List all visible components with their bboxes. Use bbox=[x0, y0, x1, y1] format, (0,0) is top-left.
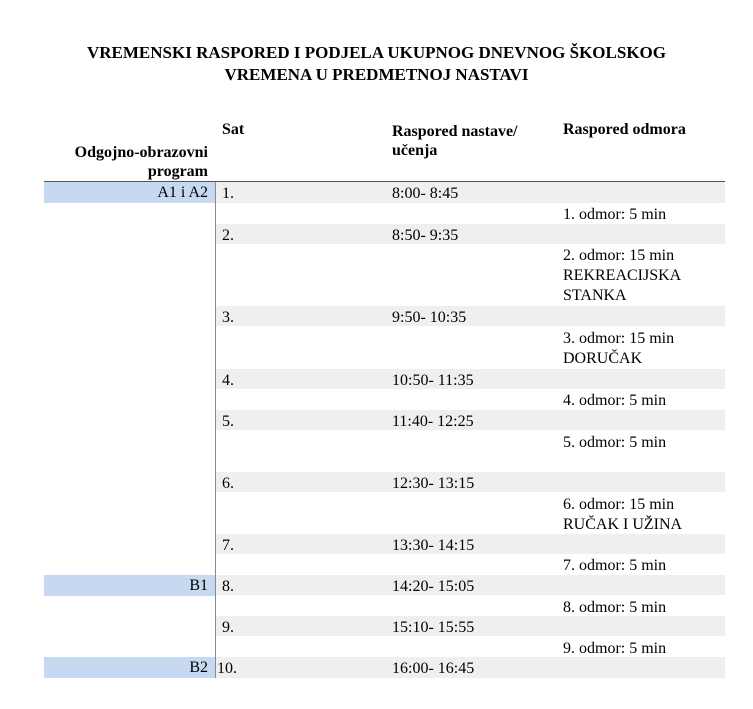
sat-cell: 4. bbox=[222, 372, 234, 389]
odmor-cell bbox=[563, 329, 674, 368]
row-band bbox=[216, 182, 725, 203]
odmor-line: DORUČAK bbox=[563, 350, 643, 367]
program-label: B2 bbox=[189, 659, 208, 676]
odmor-cell: 9. odmor: 5 min bbox=[563, 640, 667, 657]
sat-cell: 6. bbox=[222, 475, 234, 492]
column-divider bbox=[215, 182, 216, 678]
odmor-cell: 8. odmor: 5 min bbox=[563, 599, 667, 616]
odmor-line: RUČAK I UŽINA bbox=[563, 516, 683, 533]
odmor-cell: 1. odmor: 5 min bbox=[563, 206, 667, 223]
time-cell: 16:00- 16:45 bbox=[392, 660, 475, 677]
time-cell: 14:20- 15:05 bbox=[392, 578, 475, 595]
row-band bbox=[216, 306, 725, 326]
program-label: B1 bbox=[189, 577, 208, 594]
odmor-cell bbox=[563, 246, 681, 305]
odmor-line: 3. odmor: 15 min bbox=[563, 330, 675, 347]
sat-cell: 2. bbox=[222, 227, 234, 244]
time-cell: 11:40- 12:25 bbox=[392, 413, 474, 430]
odmor-cell: 5. odmor: 5 min bbox=[563, 434, 667, 451]
time-cell: 8:50- 9:35 bbox=[392, 227, 459, 244]
sat-cell: 7. bbox=[222, 537, 234, 554]
sat-cell: 3. bbox=[222, 309, 234, 326]
sat-cell: 5. bbox=[222, 413, 234, 430]
time-cell: 10:50- 11:35 bbox=[392, 372, 474, 389]
sat-cell: 10. bbox=[217, 660, 237, 677]
header-odmor: Raspored odmora bbox=[563, 121, 686, 138]
program-cell-b1 bbox=[44, 575, 215, 596]
odmor-cell: 7. odmor: 5 min bbox=[563, 557, 667, 574]
odmor-cell: 4. odmor: 5 min bbox=[563, 392, 667, 409]
odmor-cell bbox=[563, 495, 682, 534]
header-program-line-1: Odgojno-obrazovni bbox=[74, 144, 208, 161]
header-nastava bbox=[392, 122, 518, 160]
odmor-line: REKREACIJSKA bbox=[563, 267, 682, 284]
time-cell: 12:30- 13:15 bbox=[392, 475, 475, 492]
header-nastava-line-1: Raspored nastave/ bbox=[392, 123, 518, 140]
sat-cell: 9. bbox=[222, 619, 234, 636]
time-cell: 8:00- 8:45 bbox=[392, 185, 459, 202]
header-sat: Sat bbox=[222, 121, 245, 138]
program-cell-a1-a2 bbox=[44, 182, 215, 203]
header-program bbox=[44, 143, 208, 181]
row-band bbox=[216, 224, 725, 244]
odmor-line: STANKA bbox=[563, 287, 627, 304]
time-cell: 15:10- 15:55 bbox=[392, 619, 475, 636]
header-nastava-line-2: učenja bbox=[392, 142, 438, 159]
odmor-line: 6. odmor: 15 min bbox=[563, 496, 675, 513]
program-label: A1 i A2 bbox=[157, 184, 208, 201]
document-title bbox=[0, 42, 753, 86]
header-program-line-2: program bbox=[147, 163, 208, 180]
sat-cell: 1. bbox=[222, 185, 234, 202]
odmor-line: 2. odmor: 15 min bbox=[563, 247, 675, 264]
title-line-1: VREMENSKI RASPORED I PODJELA UKUPNOG DNEVNOG ŠKOLSKOG bbox=[86, 43, 666, 62]
program-cell-b2 bbox=[44, 657, 215, 678]
title-line-2: VREMENA U PREDMETNOJ NASTAVI bbox=[224, 65, 529, 84]
time-cell: 13:30- 14:15 bbox=[392, 537, 475, 554]
sat-cell: 8. bbox=[222, 578, 234, 595]
time-cell: 9:50- 10:35 bbox=[392, 309, 467, 326]
